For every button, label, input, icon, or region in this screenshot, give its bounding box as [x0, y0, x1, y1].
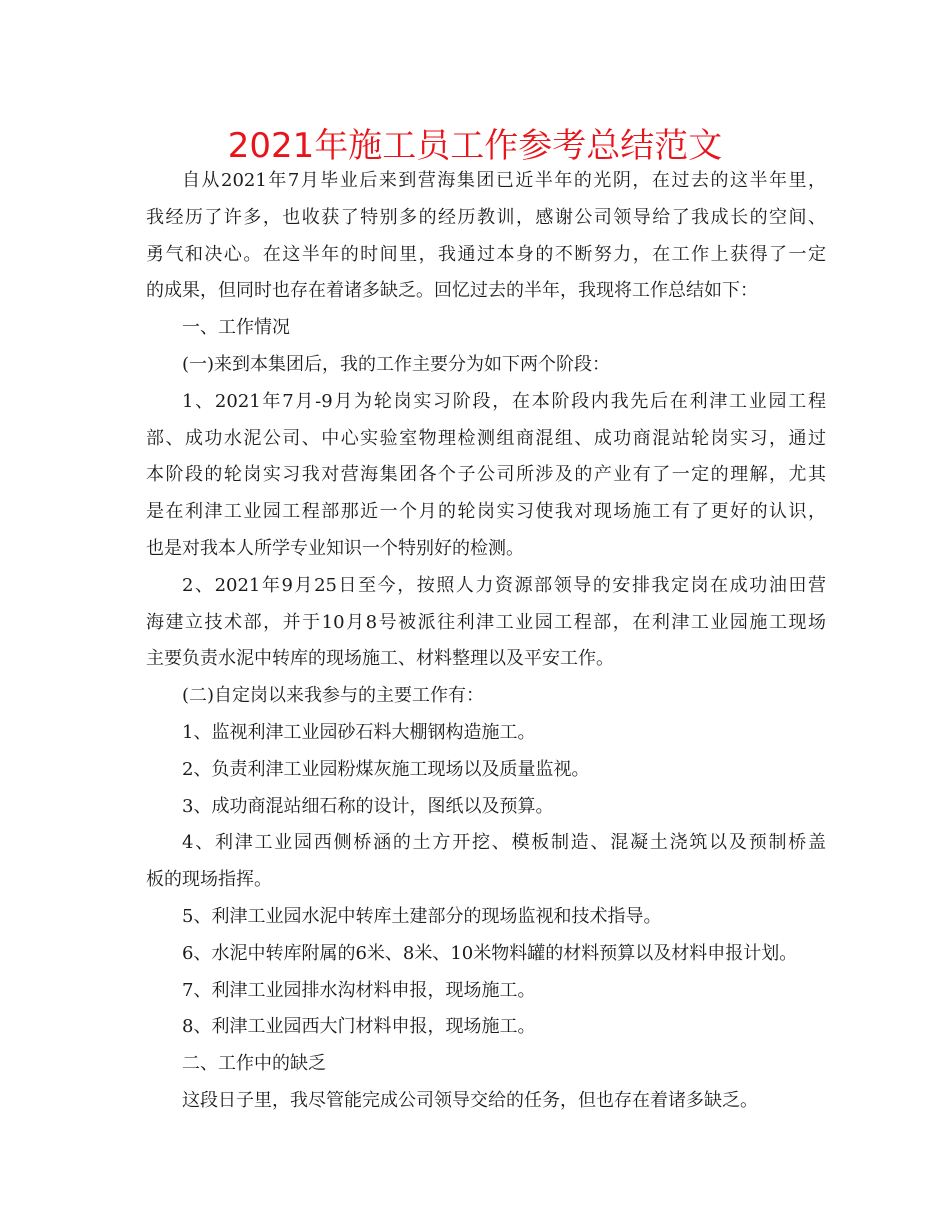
document-body — [146, 163, 826, 1120]
text-line: 4、利津工业园西侧桥涵的土方开挖、模板制造、混凝土浇筑以及预制桥盖 — [182, 832, 826, 854]
text-line: 自从2021年7月毕业后来到营海集团已近半年的光阴，在过去的这半年里， — [182, 170, 826, 191]
text-line: 1、监视利津工业园砂石料大棚钢构造施工。 — [182, 721, 536, 743]
text-line: 2、负责利津工业园粉煤灰施工现场以及质量监视。 — [182, 758, 590, 780]
text-line: 也是对我本人所学专业知识一个特别好的检测。 — [146, 537, 524, 559]
text-line: 2、2021年9月25日至今，按照人力资源部领导的安排我定岗在成功油田营 — [182, 574, 826, 596]
text-line: 勇气和决心。在这半年的时间里，我通过本身的不断努力，在工作上获得了一定 — [146, 243, 826, 265]
document-title: 2021年施工员工作参考总结范文 — [227, 126, 723, 166]
text-line: 主要负责水泥中转库的现场施工、材料整理以及平安工作。 — [146, 648, 614, 670]
text-line: 海建立技术部，并于10月8号被派往利津工业园工程部，在利津工业园施工现场 — [146, 611, 826, 633]
text-line: 5、利津工业园水泥中转库土建部分的现场监视和技术指导。 — [182, 905, 662, 927]
text-line: 一、工作情况 — [182, 317, 290, 339]
text-line: 二、工作中的缺乏 — [182, 1053, 326, 1075]
text-line: 我经历了许多，也收获了特别多的经历教训，感谢公司领导给了我成长的空间、 — [146, 206, 826, 228]
text-line: (二)自定岗以来我参与的主要工作有： — [182, 685, 485, 707]
text-line: (一)来到本集团后，我的工作主要分为如下两个阶段： — [182, 353, 611, 375]
text-line: 8、利津工业园西大门材料申报，现场施工。 — [182, 1016, 536, 1038]
text-line: 1、2021年7月-9月为轮岗实习阶段，在本阶段内我先后在利津工业园工程 — [182, 390, 826, 412]
text-line: 板的现场指挥。 — [146, 869, 272, 891]
text-line: 本阶段的轮岗实习我对营海集团各个子公司所涉及的产业有了一定的理解，尤其 — [146, 464, 826, 486]
text-line: 3、成功商混站细石称的设计，图纸以及预算。 — [182, 795, 554, 817]
text-line: 这段日子里，我尽管能完成公司领导交给的任务，但也存在着诸多缺乏。 — [182, 1089, 758, 1111]
text-line: 是在利津工业园工程部那近一个月的轮岗实习使我对现场施工有了更好的认识， — [146, 501, 826, 523]
text-line: 部、成功水泥公司、中心实验室物理检测组商混组、成功商混站轮岗实习，通过 — [146, 427, 826, 449]
text-line: 6、水泥中转库附属的6米、8米、10米物料罐的材料预算以及材料申报计划。 — [182, 942, 798, 964]
text-line: 的成果，但同时也存在着诸多缺乏。回忆过去的半年，我现将工作总结如下： — [146, 280, 758, 302]
text-line: 7、利津工业园排水沟材料申报，现场施工。 — [182, 979, 536, 1001]
